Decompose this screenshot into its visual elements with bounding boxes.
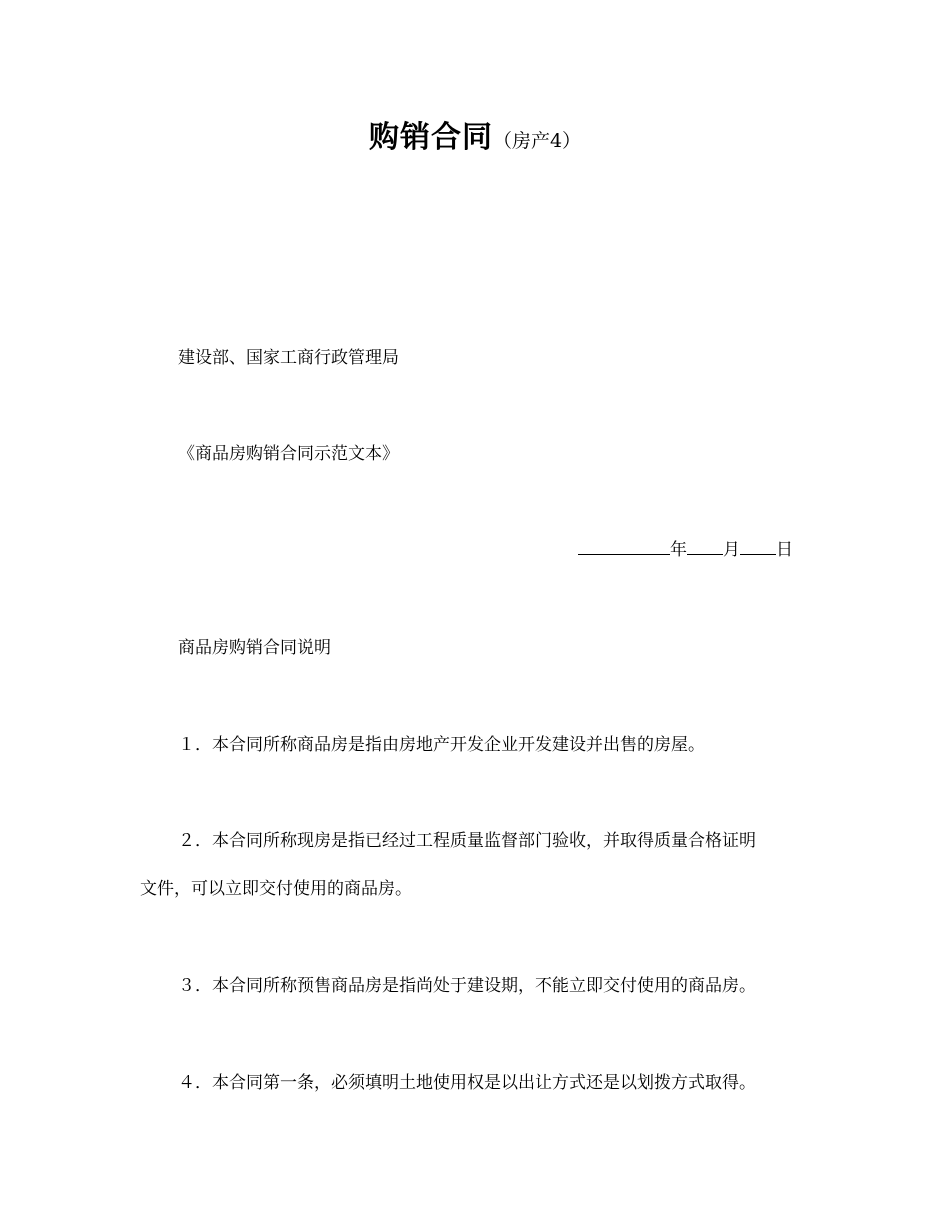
- item-number: ４．: [178, 1073, 212, 1093]
- item-text: 本合同所称商品房是指由房地产开发企业开发建设并出售的房屋。: [212, 735, 705, 755]
- list-item: [178, 1071, 756, 1095]
- day-blank[interactable]: [740, 538, 776, 555]
- item-text: 本合同所称现房是指已经过工程质量监督部门验收，并取得质量合格证明: [212, 831, 756, 851]
- year-label: 年: [670, 540, 687, 560]
- day-label: 日: [776, 540, 793, 560]
- title-suffix: （房产4）: [492, 130, 582, 152]
- list-item-continuation: 文件，可以立即交付使用的商品房。: [140, 879, 412, 899]
- year-blank[interactable]: [578, 538, 670, 555]
- date-line: [578, 538, 793, 562]
- month-blank[interactable]: [687, 538, 723, 555]
- item-number: １．: [178, 735, 212, 755]
- title-main: 购销合同: [368, 120, 493, 155]
- list-item: [178, 733, 705, 757]
- item-number: ３．: [178, 976, 212, 996]
- item-number: ２．: [178, 831, 212, 851]
- list-item: [178, 829, 756, 853]
- month-label: 月: [723, 540, 740, 560]
- template-name-line: 《商品房购销合同示范文本》: [178, 444, 399, 464]
- item-text: 本合同所称预售商品房是指尚处于建设期，不能立即交付使用的商品房。: [212, 976, 756, 996]
- issuer-line: 建设部、国家工商行政管理局: [178, 348, 399, 368]
- section-heading: 商品房购销合同说明: [178, 638, 331, 658]
- document-title: [0, 112, 950, 156]
- list-item: [178, 974, 756, 998]
- item-text: 本合同第一条，必须填明土地使用权是以出让方式还是以划拨方式取得。: [212, 1073, 756, 1093]
